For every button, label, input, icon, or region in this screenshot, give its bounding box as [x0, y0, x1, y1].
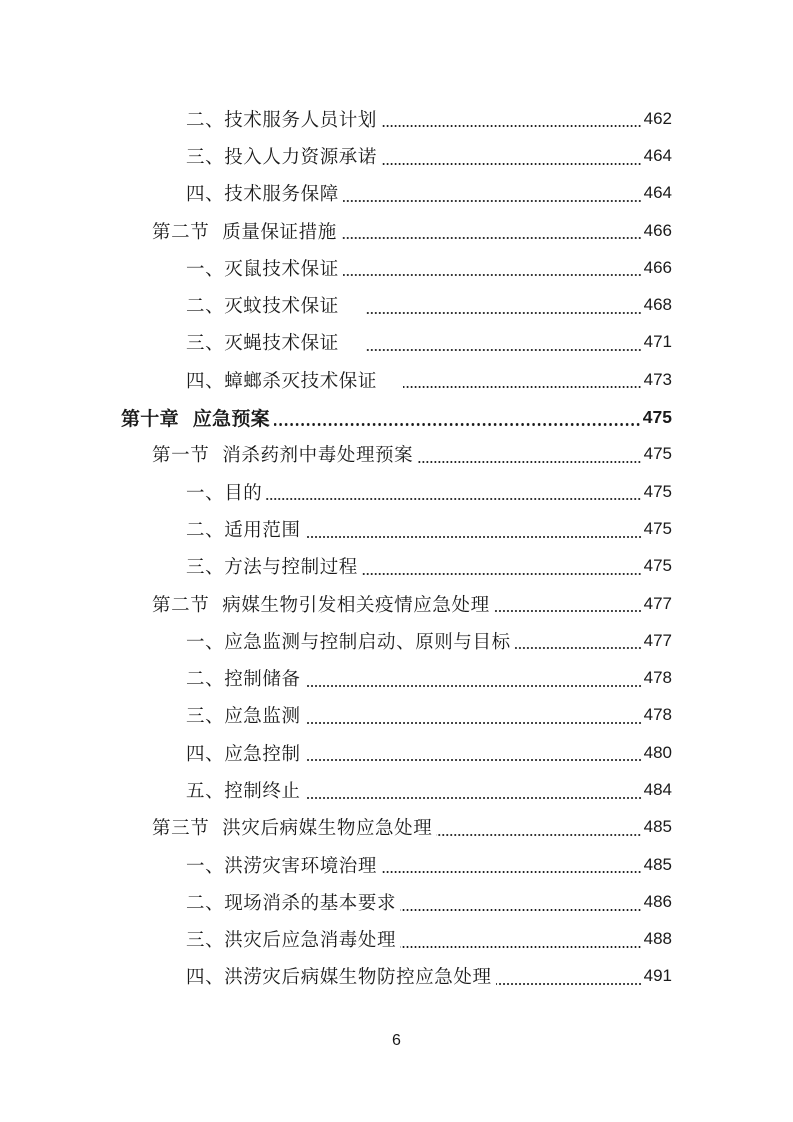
toc-entry-title: 三、灭蝇技术保证 [186, 333, 339, 355]
toc-entry-title: 二、现场消杀的基本要求 [186, 892, 397, 914]
toc-entry[interactable] [0, 361, 793, 398]
toc-entry[interactable] [0, 137, 793, 174]
toc-entry-page: 491 [643, 966, 672, 986]
toc-entry-page: 486 [643, 891, 672, 911]
dot-leader [274, 423, 641, 426]
toc-entry[interactable] [0, 771, 793, 808]
dot-leader [305, 722, 642, 724]
dot-leader [365, 349, 642, 351]
toc-entry-page: 475 [643, 556, 672, 576]
dot-leader [365, 312, 642, 314]
toc-entry-title: 一、应急监测与控制启动、原则与目标 [186, 631, 511, 653]
toc-entry[interactable] [0, 286, 793, 323]
toc-entry-page: 485 [643, 817, 672, 837]
toc-entry-page: 464 [643, 145, 672, 165]
toc-entry[interactable] [0, 921, 793, 958]
toc-entry[interactable] [0, 697, 793, 734]
toc-entry-title: 三、方法与控制过程 [186, 557, 358, 579]
toc-entry[interactable] [0, 846, 793, 883]
toc-entry[interactable] [0, 548, 793, 585]
toc-entry-section[interactable] [0, 585, 793, 622]
toc-entry-title: 第十章 应急预案 [121, 407, 270, 430]
toc-entry-title: 四、应急控制 [186, 743, 301, 765]
toc-entry-page: 475 [643, 481, 672, 501]
toc-entry[interactable] [0, 324, 793, 361]
toc-entry[interactable] [0, 883, 793, 920]
toc-entry-title: 四、洪涝灾后病媒生物防控应急处理 [186, 967, 492, 989]
toc-entry[interactable] [0, 958, 793, 995]
toc-entry-title: 第二节 质量保证措施 [152, 221, 337, 243]
dot-leader [417, 461, 641, 463]
dot-leader [305, 797, 642, 799]
dot-leader [305, 759, 642, 761]
toc-entry-title: 五、控制终止 [186, 780, 301, 802]
toc-entry-title: 三、投入人力资源承诺 [186, 146, 378, 168]
dot-leader [496, 983, 642, 985]
toc-entry-page: 488 [643, 929, 672, 949]
toc-entry[interactable] [0, 175, 793, 212]
dot-leader [343, 200, 642, 202]
toc-entry-title: 二、适用范围 [186, 519, 301, 541]
toc-entry-title: 三、应急监测 [186, 706, 301, 728]
toc-entry-title: 二、控制储备 [186, 669, 301, 691]
toc-entry-page: 478 [643, 668, 672, 688]
toc-entry-page: 462 [643, 108, 672, 128]
dot-leader [436, 834, 641, 836]
toc-entry-page: 477 [643, 593, 672, 613]
dot-leader [266, 498, 641, 500]
toc-entry-page: 485 [643, 854, 672, 874]
toc-entry-page: 464 [643, 183, 672, 203]
toc-entry-page: 480 [643, 742, 672, 762]
toc-entry-page: 484 [643, 779, 672, 799]
toc-entry[interactable] [0, 622, 793, 659]
toc-entry-page: 466 [643, 220, 672, 240]
toc-entry-title: 四、技术服务保障 [186, 184, 339, 206]
toc-entry[interactable] [0, 100, 793, 137]
toc-entry[interactable] [0, 249, 793, 286]
toc-entry-section[interactable] [0, 809, 793, 846]
toc-entry-page: 478 [643, 705, 672, 725]
dot-leader [362, 573, 642, 575]
toc-entry-title: 第三节 洪灾后病媒生物应急处理 [152, 818, 433, 840]
dot-leader [400, 909, 642, 911]
dot-leader [305, 536, 642, 538]
toc-entry-page: 475 [642, 406, 672, 427]
dot-leader [341, 237, 642, 239]
toc-entry[interactable] [0, 473, 793, 510]
toc-entry-page: 475 [643, 518, 672, 538]
toc-entry-title: 二、灭蚊技术保证 [186, 296, 339, 318]
toc-entry-title: 一、目的 [186, 482, 263, 504]
dot-leader [381, 163, 642, 165]
toc-entry-page: 471 [643, 332, 672, 352]
toc-entry-title: 四、蟑螂杀灭技术保证 [186, 370, 378, 392]
toc-entry-title: 第一节 消杀药剂中毒处理预案 [152, 445, 414, 467]
toc-entry-page: 477 [643, 630, 672, 650]
toc-entry[interactable] [0, 510, 793, 547]
dot-leader [381, 871, 642, 873]
dot-leader [343, 274, 642, 276]
toc-entry-title: 第二节 病媒生物引发相关疫情应急处理 [152, 594, 490, 616]
toc-entry[interactable] [0, 659, 793, 696]
toc-entry-page: 475 [643, 444, 672, 464]
toc-entry-title: 三、洪灾后应急消毒处理 [186, 930, 397, 952]
table-of-contents [0, 100, 793, 995]
toc-entry-title: 一、灭鼠技术保证 [186, 258, 339, 280]
toc-entry-section[interactable] [0, 436, 793, 473]
dot-leader [305, 685, 642, 687]
toc-entry[interactable] [0, 734, 793, 771]
dot-leader [381, 125, 642, 127]
toc-entry-title: 一、洪涝灾害环境治理 [186, 855, 378, 877]
dot-leader [403, 386, 642, 388]
dot-leader [494, 610, 642, 612]
toc-entry-page: 473 [643, 369, 672, 389]
page-number: 6 [392, 1032, 401, 1049]
toc-entry-page: 468 [643, 295, 672, 315]
toc-entry-title: 二、技术服务人员计划 [186, 109, 378, 131]
toc-entry-chapter[interactable] [0, 398, 793, 435]
toc-entry-page: 466 [643, 257, 672, 277]
toc-entry-section[interactable] [0, 212, 793, 249]
dot-leader [515, 647, 642, 649]
dot-leader [400, 946, 642, 948]
